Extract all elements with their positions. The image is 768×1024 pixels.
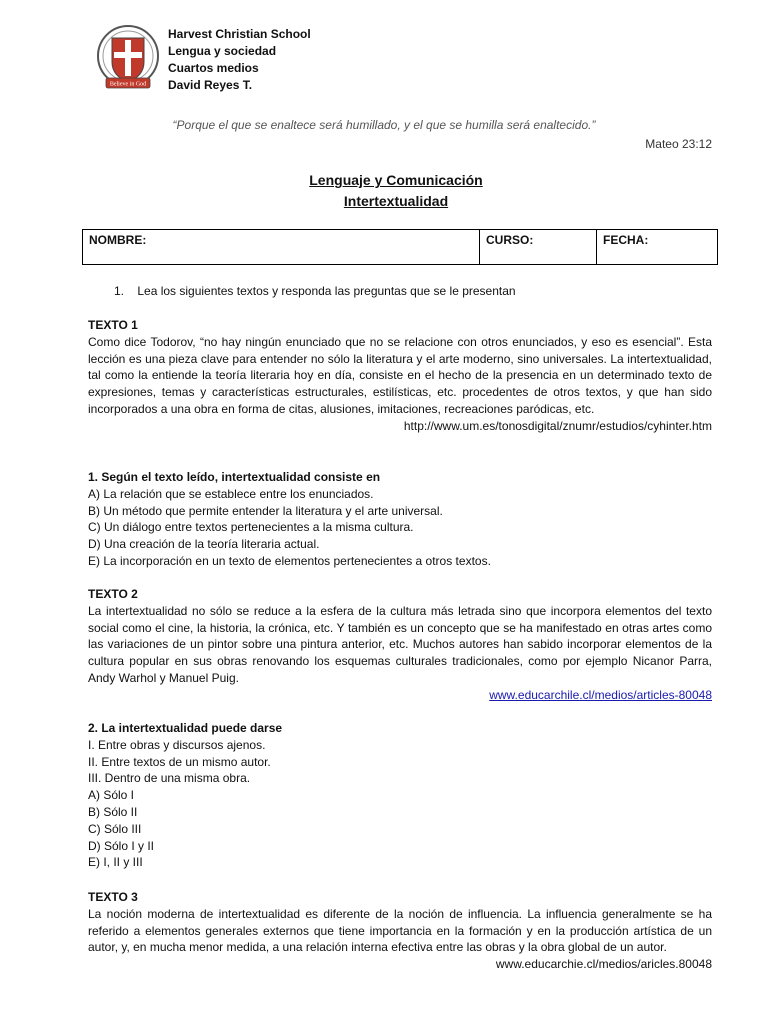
school-header [168, 26, 311, 94]
texto-2-source-link[interactable]: www.educarchile.cl/medios/articles-80048 [489, 687, 712, 702]
grade-level: Cuartos medios [168, 61, 259, 75]
bible-quote: “Porque el que se enaltece será humillado, y el que se humilla será enaltecido.” [172, 118, 596, 132]
crest-motto: Believe in God [109, 81, 147, 88]
question-1-option-a[interactable]: A) La relación que se establece entre los enunciados. [88, 486, 374, 501]
question-1-option-c[interactable]: C) Un diálogo entre textos pertenecientes a la misma cultura. [88, 520, 414, 535]
texto-1-source: http://www.um.es/tonosdigital/znumr/estudios/cyhinter.htm [403, 418, 712, 433]
texto-3 [88, 889, 712, 973]
page-title: Lenguaje y Comunicación [309, 172, 483, 188]
student-info-table [82, 229, 718, 265]
question-2-statement-i: I. Entre obras y discursos ajenos. [88, 737, 266, 752]
texto-2-heading: TEXTO 2 [88, 587, 138, 601]
texto-3-source: www.educarchie.cl/medios/aricles.80048 [495, 957, 712, 972]
question-1-option-e[interactable]: E) La incorporación en un texto de elementos pertenecientes a otros textos. [88, 553, 491, 568]
subject-name: Lengua y sociedad [168, 44, 277, 58]
date-field[interactable]: FECHA: [597, 230, 718, 265]
name-field[interactable]: NOMBRE: [83, 230, 480, 265]
question-1 [88, 469, 712, 570]
texto-1-body: Como dice Todorov, “no hay ningún enunciado que no se relacione con otros enunciados, y eso es esencial”. Esta lección es una pieza clave para entender no sólo la literatura y el arte moderno, sino universales. La intertextualidad, tal como la entiende la teoría literaria hoy en día, consiste en el hecho de la presencia en un determinado texto de expresiones, temas y características estructurales, estilísticas, etc. procedentes de otros textos, y que han sido incorporados a una obra en forma de citas, alusiones, imitaciones, recreaciones paródicas, etc. [88, 334, 712, 416]
instruction-text: Lea los siguientes textos y responda las preguntas que se le presentan [137, 284, 516, 298]
question-2-statement-ii: II. Entre textos de un mismo autor. [88, 754, 271, 769]
school-crest-icon [96, 22, 160, 98]
question-2-prompt: 2. La intertextualidad puede darse [88, 721, 283, 735]
question-2-statement-iii: III. Dentro de una misma obra. [88, 771, 251, 786]
question-2-option-d[interactable]: D) Sólo I y II [88, 838, 155, 853]
teacher-name: David Reyes T. [168, 78, 253, 92]
school-name: Harvest Christian School [168, 27, 311, 41]
texto-3-heading: TEXTO 3 [88, 890, 138, 904]
question-1-prompt: 1. Según el texto leído, intertextualidad consiste en [88, 470, 381, 484]
question-2-option-c[interactable]: C) Sólo III [88, 821, 142, 836]
texto-2-body: La intertextualidad no sólo se reduce a la esfera de la cultura más letrada sino que incorpora elementos del texto social como el cine, la historia, la crónica, etc. Y también es un concepto que se ha manifestado en otras artes como las variaciones de un pintor sobre una pintura anterior, etc. Muchos autores han sabido incorporar elementos de la cultura popular en sus obras renovando los esquemas culturales tradicionales, como por ejemplo Nicanor Parra, Andy Warhol y Manuel Puig. [88, 603, 712, 685]
question-1-option-b[interactable]: B) Un método que permite entender la literatura y el arte universal. [88, 503, 443, 518]
texto-2 [88, 586, 712, 704]
texto-3-body: La noción moderna de intertextualidad es diferente de la noción de influencia. La influencia generalmente se ha referido a elementos generales externos que tiene importancia en la formación y en la producción artística de un autor, y, en mucha menor medida, a una relación interna efectiva entre las obras y la obra global de un autor. [88, 906, 712, 955]
question-2-option-b[interactable]: B) Sólo II [88, 804, 138, 819]
texto-1 [88, 317, 712, 435]
course-field[interactable]: CURSO: [480, 230, 597, 265]
texto-1-heading: TEXTO 1 [88, 318, 138, 332]
quote-reference: Mateo 23:12 [645, 137, 712, 151]
page-subtitle: Intertextualidad [343, 193, 449, 209]
question-2 [88, 720, 712, 871]
question-2-option-a[interactable]: A) Sólo I [88, 788, 135, 803]
question-2-option-e[interactable]: E) I, II y III [88, 855, 143, 870]
instruction-number: 1. [114, 284, 125, 298]
instruction [114, 284, 516, 298]
question-1-option-d[interactable]: D) Una creación de la teoría literaria actual. [88, 537, 320, 552]
